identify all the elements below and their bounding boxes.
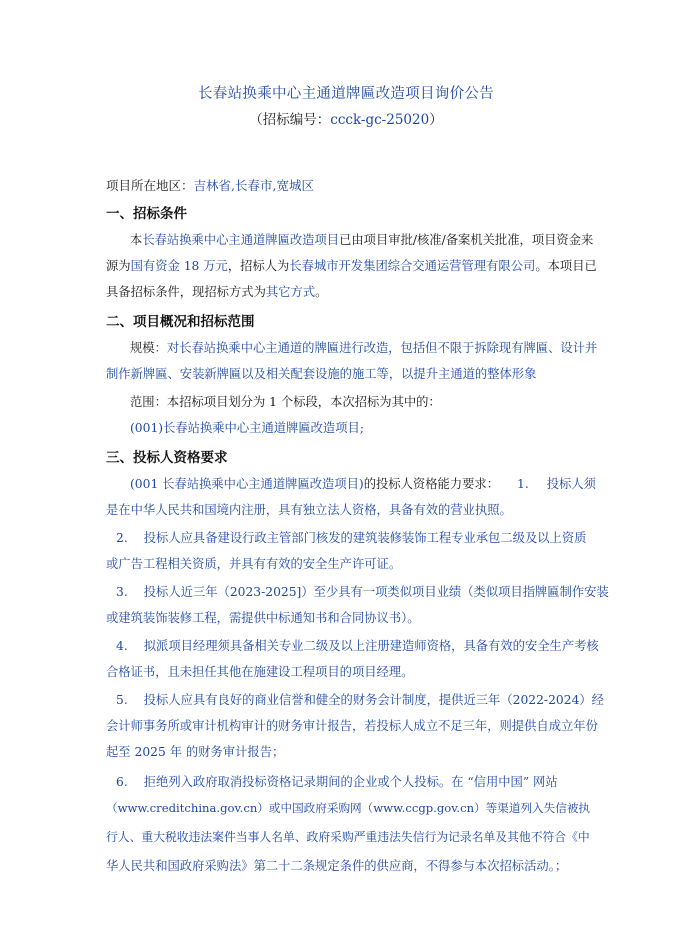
region-label: 项目所在地区： xyxy=(106,178,194,193)
lot-line: (001)长春站换乘中心主通道牌匾改造项目; xyxy=(130,421,364,435)
fund-source: 国有资金 18 万元 xyxy=(130,259,228,273)
lot-reference: (001 长春站换乘中心主通道牌匾改造项目) xyxy=(130,477,364,491)
bid-number-prefix: （招标编号： xyxy=(249,112,331,128)
sec1-line-1 xyxy=(130,230,593,248)
bid-number-suffix: ） xyxy=(429,112,443,128)
section-3-heading: 三、投标人资格要求 xyxy=(106,450,228,466)
item-6-line-4: 华人民共和国政府采购法》第二十二条规定条件的供应商，不得参与本次招标活动。； xyxy=(106,859,568,873)
item-3-text: 投标人近三年（2023-2025]）至少具有一项类似项目业绩（类似项目指牌匾制作安装 xyxy=(143,585,609,599)
item-4-number: 4. xyxy=(116,639,128,653)
item-2-line-2: 或广告工程相关资质，并具有有效的安全生产许可证。 xyxy=(106,557,402,571)
section-1-heading: 一、招标条件 xyxy=(106,206,187,222)
page-title: 长春站换乘中心主通道牌匾改造项目询价公告 xyxy=(198,86,494,102)
sec1-line-2 xyxy=(106,256,597,274)
section-2-heading: 二、项目概况和招标范围 xyxy=(106,314,255,330)
sec1-text: ，招标人为 xyxy=(227,259,290,273)
item-1-number: 1. xyxy=(517,477,529,491)
sec1-text: 。本项目已 xyxy=(535,259,597,273)
item-2-text: 投标人应具备建设行政主管部门核发的建筑装修装饰工程专业承包二级及以上资质 xyxy=(143,531,587,545)
item-4-line-1 xyxy=(116,636,599,654)
item-5-number: 5. xyxy=(116,693,128,707)
sec1-text: 具备招标条件，现招标方式为 xyxy=(106,285,266,299)
item-2-line-1 xyxy=(116,528,586,546)
project-region xyxy=(106,176,314,194)
item-3-line-1 xyxy=(116,582,609,600)
scale-text: ：对长春站换乘中心主通道的牌匾进行改造，包括但不限于拆除现有牌匾、设计并 xyxy=(154,341,598,355)
sec1-text: 已由项目审批/核准/备案机关批准，项目资金来 xyxy=(339,233,594,247)
sec1-text: 源为 xyxy=(106,259,131,273)
item-5-line-2: 会计师事务所或审计机构审计的财务审计报告，若投标人成立不足三年，则提供自成立年份 xyxy=(106,719,598,733)
item-6-number: 6. xyxy=(116,775,128,789)
item-5-line-1 xyxy=(116,690,604,708)
item-1-text: 投标人须 xyxy=(546,477,596,491)
item-6-text: 拒绝列入政府取消投标资格记录期间的企业或个人投标。在 “信用中国” 网站 xyxy=(143,775,558,789)
scale-label: 规模 xyxy=(130,341,155,355)
item-4-line-2: 合格证书，且未担任其他在施建设工程项目的项目经理。 xyxy=(106,665,414,679)
item-4-text: 拟派项目经理须具备相关专业二级及以上注册建造师资格，具备有效的安全生产考核 xyxy=(143,639,599,653)
qual-intro-text: 的投标人资格能力要求： xyxy=(363,477,500,491)
item-5-line-3: 起至 2025 年 的财务审计报告； xyxy=(106,745,285,759)
item-5-text: 投标人应具有良好的商业信誉和健全的财务会计制度，提供近三年（2022-2024）经 xyxy=(143,693,604,707)
range-line: 范围：本招标项目划分为 1 个标段，本次招标为其中的： xyxy=(130,395,441,409)
item-3-line-2: 或建筑装饰装修工程，需提供中标通知书和合同协议书）。 xyxy=(106,611,420,625)
item-2-number: 2. xyxy=(116,531,128,545)
item-3-number: 3. xyxy=(116,585,128,599)
project-name: 长春站换乘中心主通道牌匾改造项目 xyxy=(142,233,340,247)
item-6-line-2: （www.creditchina.gov.cn）或中国政府采购网（www.ccgp.gov.cn）等渠道列入失信被执 xyxy=(106,801,591,815)
bid-number-line xyxy=(0,108,692,128)
item-6-line-3: 行人、重大税收违法案件当事人名单、政府采购严重违法失信行为记录名单及其他不符合《中 xyxy=(106,830,590,844)
tenderer-name: 长春城市开发集团综合交通运营管理有限公司 xyxy=(289,259,536,273)
sec1-line-3 xyxy=(106,282,327,300)
region-value: 吉林省,长春市,宽城区 xyxy=(193,178,314,193)
scale-line-2: 制作新牌匾、安装新牌匾以及相关配套设施的施工等，以提升主通道的整体形象 xyxy=(106,367,537,381)
scale-line-1 xyxy=(130,338,597,356)
qual-intro-line xyxy=(130,474,596,492)
item-1-line-2: 是在中华人民共和国境内注册，具有独立法人资格，具备有效的营业执照。 xyxy=(106,503,512,517)
bid-number: ccck-gc-25020 xyxy=(330,112,430,128)
item-6-line-1 xyxy=(116,772,558,790)
tender-method: 其它方式 xyxy=(265,285,316,299)
sec1-text: 。 xyxy=(315,285,328,299)
sec1-text: 本 xyxy=(130,233,143,247)
